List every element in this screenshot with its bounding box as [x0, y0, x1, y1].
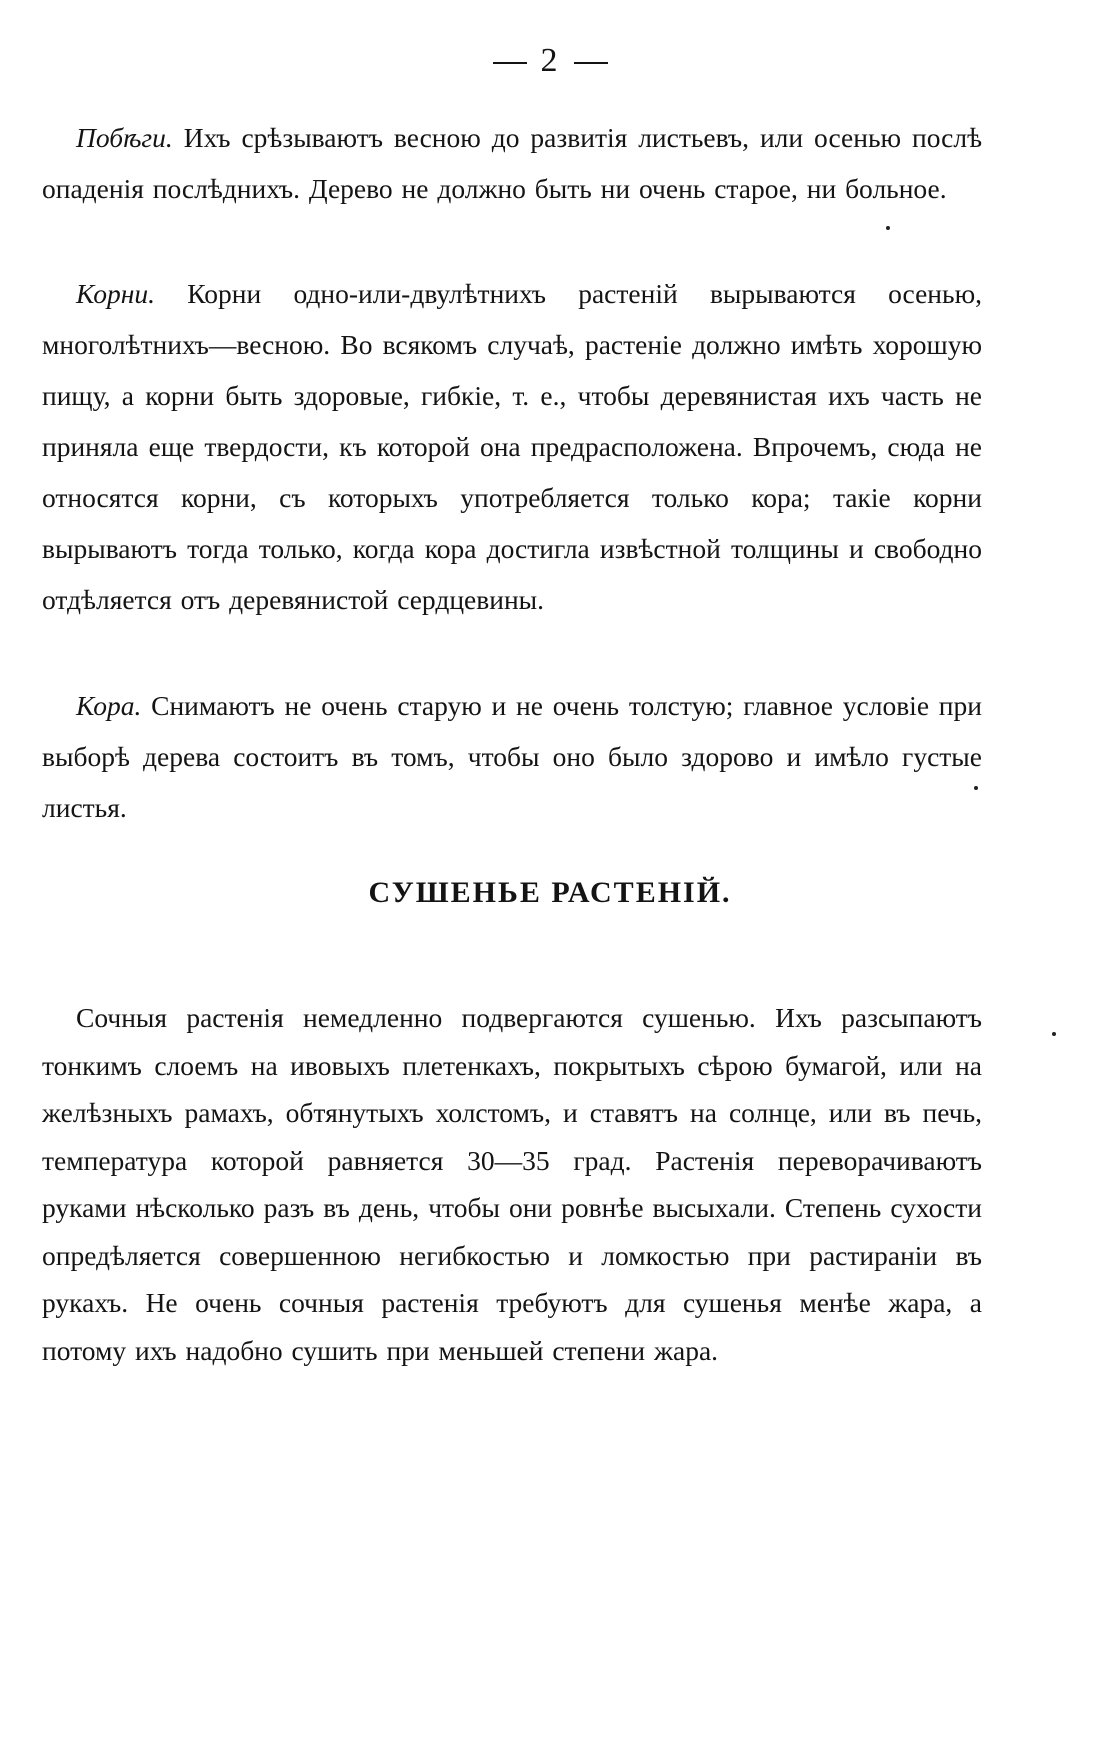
paragraph-text-korni: Корни одно-или-двулѣтнихъ растеній вырываются осенью, многолѣтнихъ—весною. Во всякомъ случаѣ, растеніе должно имѣть хорошую пищу, а корни быть здоровые, гибкіе, т. е., чтобы деревянистая ихъ часть не приняла еще твердости, къ которой она предрасположена. Впрочемъ, сюда не относятся корни, съ которыхъ употребляется только кора; такіе корни вырываютъ тогда только, когда кора достигла извѣстной толщины и свободно отдѣляется отъ деревянистой сердцевины. — [42, 278, 982, 615]
paragraph-lead-korni: Корни. — [76, 278, 155, 309]
scan-speck — [1052, 1032, 1056, 1036]
page-number-dash-right — [574, 62, 608, 64]
paragraph-lead-pobegi: Побѣги. — [76, 122, 173, 153]
scan-speck — [974, 786, 978, 790]
paragraph-text-pobegi: Ихъ срѣзываютъ весною до развитія листьевъ, или осенью послѣ опаденія послѣднихъ. Дерево не должно быть ни очень старое, ни больное. — [42, 122, 982, 204]
page-number-dash-left — [493, 62, 527, 64]
paragraph-korni — [42, 268, 982, 625]
paragraph-text-kora: Снимаютъ не очень старую и не очень толстую; главное условіе при выборѣ дерева состоитъ въ томъ, чтобы оно было здорово и имѣло густые листья. — [42, 690, 982, 823]
scan-speck — [886, 226, 890, 230]
paragraph-lead-kora: Кора. — [76, 690, 142, 721]
page-number — [0, 42, 1100, 80]
paragraph-sushenie — [42, 994, 982, 1374]
paragraph-kora — [42, 680, 982, 833]
paragraph-text-sushenie: Сочныя растенія немедленно подвергаются сушенью. Ихъ разсыпаютъ тонкимъ слоемъ на ивовыхъ плетенкахъ, покрытыхъ сѣрою бумагой, или на желѣзныхъ рамахъ, обтянутыхъ холстомъ, и ставятъ на солнце, или въ печь, температура которой равняется 30—35 град. Растенія переворачиваютъ руками нѣсколько разъ въ день, чтобы они ровнѣе высыхали. Степень сухости опредѣляется совершенною негибкостью и ломкостью при растираніи въ рукахъ. Не очень сочныя растенія требуютъ для сушенья менѣе жара, а потому ихъ надобно сушить при меньшей степени жара. — [42, 1002, 982, 1366]
paragraph-pobegi — [42, 112, 982, 214]
page-number-value: 2 — [540, 42, 560, 79]
section-heading: СУШЕНЬЕ РАСТЕНІЙ. — [368, 876, 732, 909]
